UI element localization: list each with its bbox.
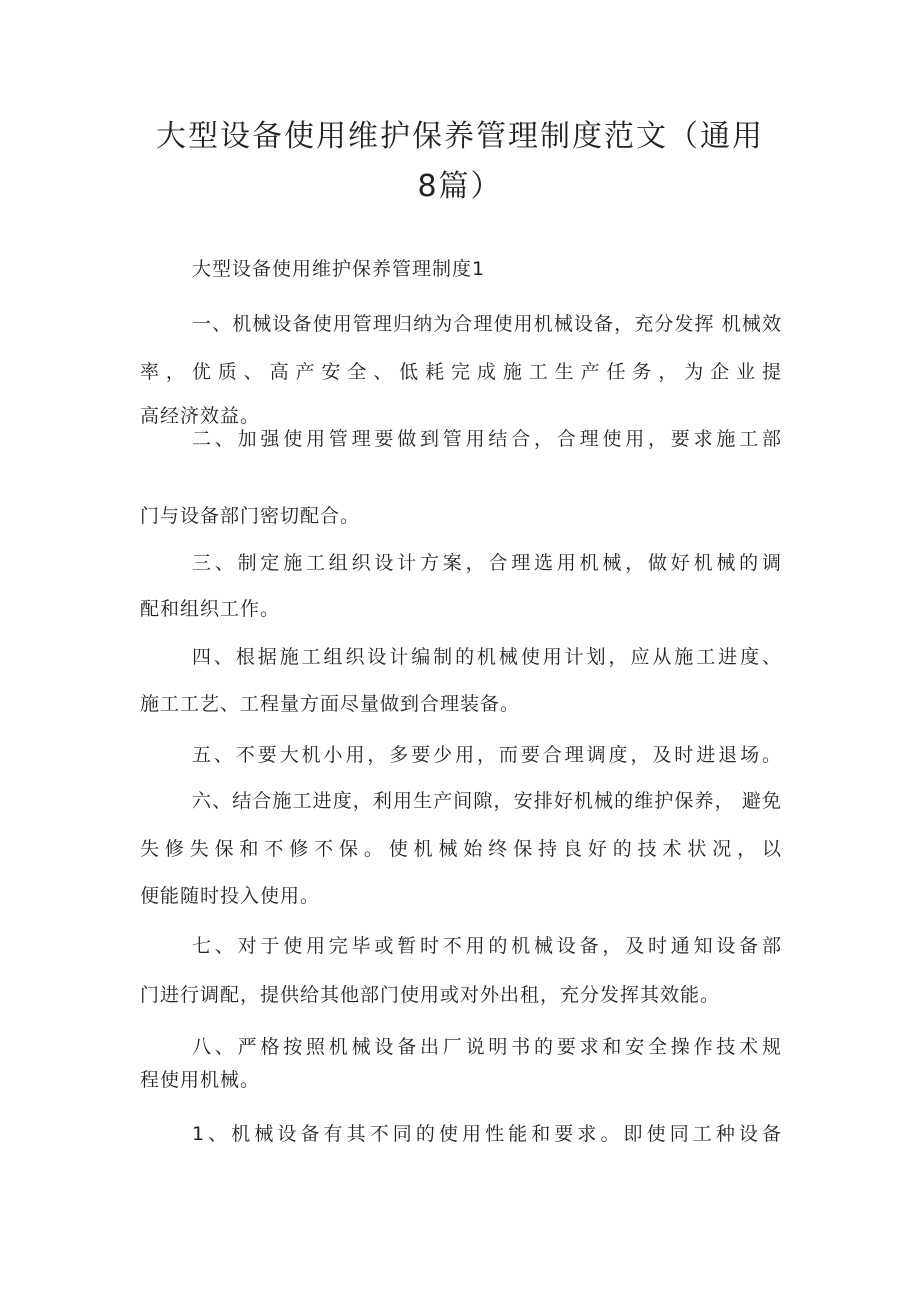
paragraph-7: 七、对于使用完毕或暂时不用的机械设备，及时通知设备部 <box>192 935 782 957</box>
paragraph-line: 六、结合施工进度，利用生产间隙，安排好机械的维护保养， <box>192 790 735 812</box>
paragraph-9: 1、机械设备有其不同的使用性能和要求。即使同工种设备 <box>192 1123 782 1145</box>
paragraph-2: 二、加强使用管理要做到管用结合，合理使用，要求施工部 <box>192 428 782 450</box>
document-title <box>140 112 780 212</box>
paragraph-line: 机械效率，优质、高产安全、低耗完成施工生产任务，为企业提 <box>140 313 782 383</box>
paragraph-5: 五、不要大机小用，多要少用，而要合理调度，及时进退场。 <box>192 744 782 766</box>
paragraph-3-tail: 配和组织工作。 <box>140 598 281 620</box>
paragraph-8-tail: 程使用机械。 <box>140 1069 261 1091</box>
section-subtitle: 大型设备使用维护保养管理制度1 <box>192 258 486 280</box>
title-line-1: 大型设备使用维护保养管理制度范文（通用 <box>156 119 764 154</box>
paragraph-8: 八、严格按照机械设备出厂说明书的要求和安全操作技术规 <box>192 1036 782 1058</box>
paragraph-3: 三、制定施工组织设计方案，合理选用机械，做好机械的调 <box>192 552 782 574</box>
paragraph-4-tail: 施工工艺、工程量方面尽量做到合理装备。 <box>140 693 521 715</box>
paragraph-6 <box>140 777 782 873</box>
paragraph-1-tail: 高经济效益。 <box>140 405 261 427</box>
paragraph-1 <box>140 300 782 396</box>
paragraph-6-tail: 便能随时投入使用。 <box>140 885 321 907</box>
paragraph-line: 避免失修失保和不修不保。使机械始终保持良好的技术状况，以 <box>140 790 782 860</box>
paragraph-7-tail: 门进行调配，提供给其他部门使用或对外出租，充分发挥其效能。 <box>140 984 721 1006</box>
paragraph-2-tail: 门与设备部门密切配合。 <box>140 505 361 527</box>
paragraph-line: 一、机械设备使用管理归纳为合理使用机械设备，充分发挥 <box>192 313 715 335</box>
title-line-2: 8篇） <box>417 169 503 204</box>
paragraph-4: 四、根据施工组织设计编制的机械使用计划，应从施工进度、 <box>192 646 782 668</box>
